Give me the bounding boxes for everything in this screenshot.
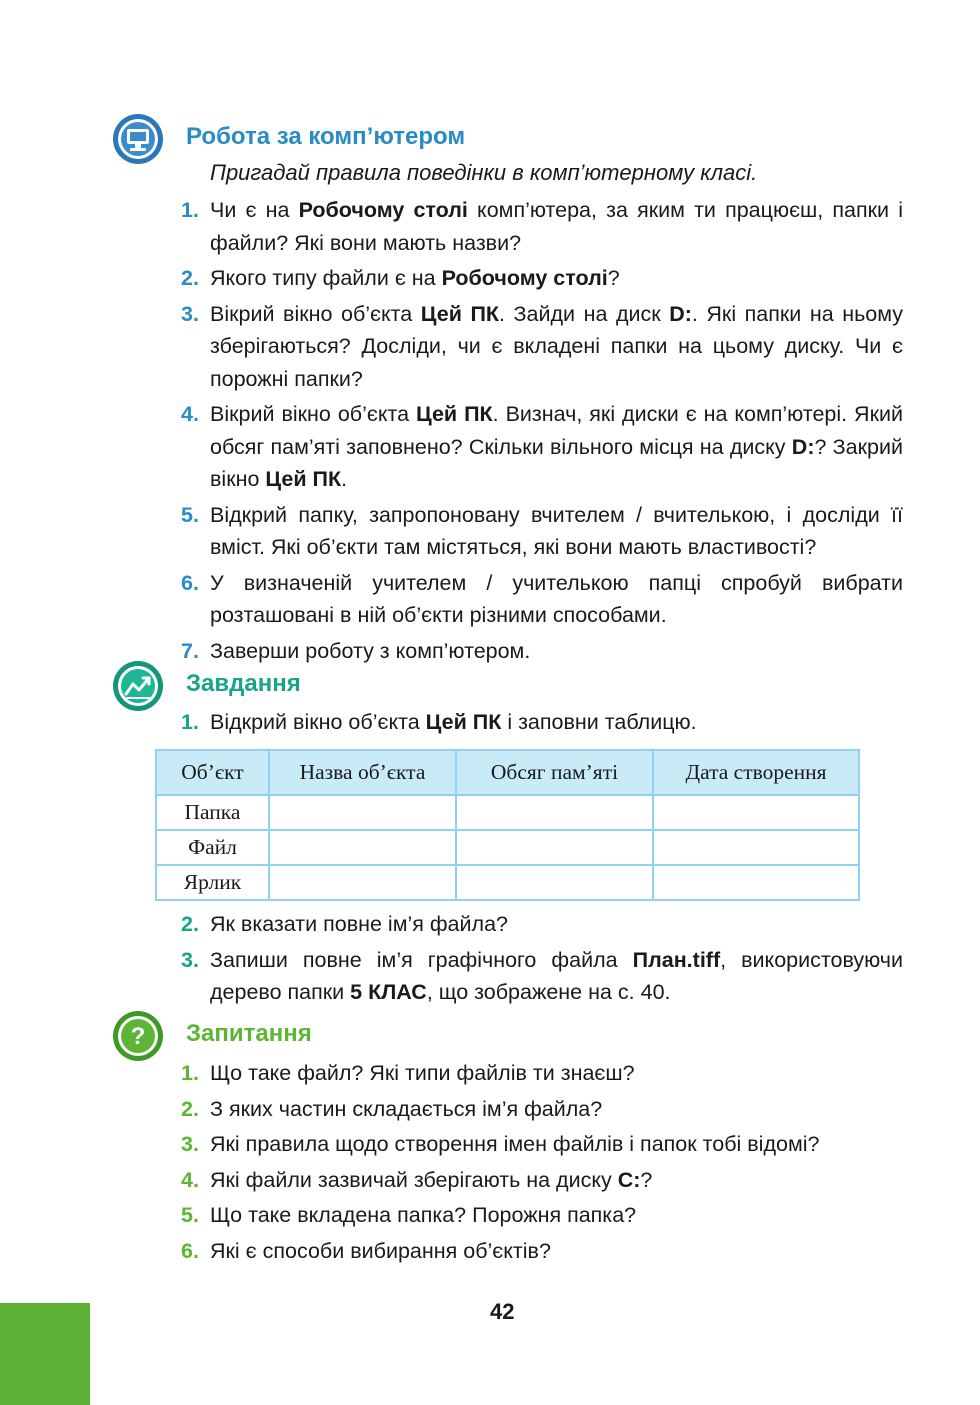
- text-segment: Які правила щодо створення імен файлів і папок тобі відомі?: [210, 1132, 820, 1156]
- item-text: [210, 398, 903, 496]
- text-segment: Як вказати повне ім’я файла?: [210, 912, 508, 936]
- item-number: 5.: [181, 502, 199, 527]
- text-segment: Вікрий вікно об’єкта: [210, 402, 416, 426]
- item-number: 3.: [181, 947, 199, 972]
- item-text: [210, 1093, 903, 1126]
- item-number: 6.: [181, 1238, 199, 1263]
- text-segment: Які файли зазвичай зберігають на диску: [210, 1167, 618, 1192]
- item-number: 1.: [181, 198, 199, 222]
- table-header-row: [156, 750, 859, 795]
- section-intro: Пригадай правила поведінки в комп’ютерному класі.: [210, 160, 758, 185]
- item-text: [210, 262, 903, 295]
- table-cell: [456, 865, 653, 900]
- item-text: [210, 567, 903, 632]
- table-cell: [653, 795, 859, 830]
- table-row: [156, 830, 859, 865]
- chart-growth-icon: [112, 660, 164, 712]
- list-item: [181, 262, 903, 295]
- task-list-tasks: [181, 908, 903, 1012]
- list-item: [181, 298, 903, 396]
- section-title-questions: Запитання: [186, 1020, 312, 1047]
- item-text: [210, 944, 903, 1009]
- text-segment: Заверши роботу з комп’ютером.: [210, 638, 531, 663]
- list-item: [181, 706, 903, 739]
- text-segment: ?: [640, 1167, 653, 1192]
- list-item: [181, 398, 903, 496]
- section-title-tasks: Завдання: [186, 670, 301, 697]
- item-number: 7.: [181, 638, 199, 663]
- text-segment: Вікрий вікно об’єкта: [210, 301, 421, 326]
- list-item: [181, 1128, 903, 1161]
- table-cell: Ярлик: [156, 865, 269, 900]
- bold-term: Робочому столі: [441, 266, 608, 290]
- list-item: [181, 1164, 903, 1197]
- text-segment: ? Закрий вікно: [210, 434, 904, 491]
- bold-term: Цей ПК: [265, 467, 342, 491]
- item-number: 6.: [181, 570, 199, 595]
- bold-term: D:: [669, 301, 692, 326]
- item-number: 4.: [181, 402, 199, 426]
- list-item: [181, 1093, 903, 1126]
- bold-term: План.tiff: [632, 947, 721, 972]
- list-item: [181, 1199, 903, 1232]
- task-list-computer-work: [181, 194, 903, 670]
- item-number: 3.: [181, 301, 199, 326]
- item-text: [210, 1199, 903, 1232]
- item-text: [210, 635, 903, 668]
- question-mark-icon: [112, 1010, 164, 1062]
- table-cell: [269, 795, 456, 830]
- text-segment: , що зображене на с. 40.: [426, 980, 671, 1004]
- list-item: [181, 567, 903, 632]
- text-segment: Відкрий вікно об’єкта: [210, 710, 426, 734]
- item-text: [210, 1164, 903, 1197]
- bold-term: Робочому столі: [298, 198, 468, 222]
- item-text: [210, 908, 903, 941]
- bold-term: C:: [617, 1167, 641, 1192]
- text-segment: , використовуючи дерево папки: [210, 947, 904, 1004]
- list-item: [181, 499, 903, 564]
- text-segment: Що таке файл? Які типи файлів ти знаєш?: [210, 1061, 635, 1085]
- text-segment: . Визнач, які диски є на комп’ютері. Який обсяг пам’яті заповнено? Скільки вільного місця на диску: [210, 402, 903, 459]
- bold-term: Цей ПК: [420, 301, 500, 326]
- table-cell: Файл: [156, 830, 269, 865]
- list-item: [181, 944, 903, 1009]
- text-segment: . Зайди на диск: [499, 301, 670, 326]
- table-row: [156, 795, 859, 830]
- bold-term: 5 КЛАС: [350, 980, 427, 1004]
- table-cell: Папка: [156, 795, 269, 830]
- svg-text:?: ?: [130, 1023, 146, 1050]
- table-cell: [269, 865, 456, 900]
- text-segment: комп’ютера, за яким ти працюєш, папки і файли? Які вони мають назви?: [210, 198, 903, 255]
- table-header-cell: Дата створення: [653, 750, 859, 795]
- item-number: 2.: [181, 1096, 199, 1121]
- item-number: 1.: [181, 710, 199, 734]
- item-text: [210, 499, 903, 564]
- text-segment: Запиши повне ім’я графічного файла: [210, 947, 633, 972]
- item-text: [210, 706, 903, 739]
- text-segment: Відкрий папку, запропоновану вчителем / вчителькою, і досліди її вміст. Які об’єкти там містяться, які вони мають властивості?: [210, 502, 903, 559]
- item-number: 3.: [181, 1132, 199, 1156]
- item-number: 1.: [181, 1061, 199, 1085]
- table-cell: [269, 830, 456, 865]
- table-header-cell: Назва об’єкта: [269, 750, 456, 795]
- text-segment: Які є способи вибирання об’єктів?: [210, 1238, 551, 1263]
- text-segment: . Які папки на ньому зберігаються? Досліди, чи є вкладені папки на цьому диску. Чи є порожні папки?: [210, 301, 903, 391]
- list-item: [181, 194, 903, 259]
- item-number: 2.: [181, 266, 199, 290]
- computer-monitor-icon: [112, 113, 164, 165]
- page-corner-tab: [0, 1303, 90, 1405]
- item-number: 5.: [181, 1203, 199, 1227]
- item-text: [210, 1057, 903, 1090]
- list-item: [181, 635, 903, 668]
- item-text: [210, 194, 903, 259]
- list-item: [181, 908, 903, 941]
- item-text: [210, 1128, 903, 1161]
- table-cell: [653, 865, 859, 900]
- table-cell: [456, 795, 653, 830]
- table-row: [156, 865, 859, 900]
- list-item: [181, 1057, 903, 1090]
- text-segment: У визначеній учителем / учителькою папці спробуй вибрати розташовані в ній об’єкти різними способами.: [210, 570, 903, 627]
- table-cell: [456, 830, 653, 865]
- bold-term: Цей ПК: [425, 710, 502, 734]
- table-cell: [653, 830, 859, 865]
- item-text: [210, 298, 903, 396]
- text-segment: ?: [607, 266, 620, 290]
- bold-term: D:: [791, 434, 815, 459]
- item-number: 4.: [181, 1167, 199, 1192]
- item-number: 2.: [181, 912, 199, 936]
- page-number: 42: [490, 1299, 515, 1324]
- text-segment: і заповни таблицю.: [501, 710, 697, 734]
- text-segment: З яких частин складається ім’я файла?: [210, 1096, 603, 1121]
- table-header-cell: Об’єкт: [156, 750, 269, 795]
- item-text: [210, 1235, 903, 1268]
- text-segment: .: [341, 467, 348, 491]
- objects-table: [155, 749, 860, 901]
- text-segment: Якого типу файли є на: [210, 266, 442, 290]
- bold-term: Цей ПК: [416, 402, 493, 426]
- table-header-cell: Обсяг пам’яті: [456, 750, 653, 795]
- question-list: [181, 1057, 903, 1270]
- task-list-tasks-intro: [181, 706, 903, 742]
- text-segment: Що таке вкладена папка? Порожня папка?: [210, 1203, 637, 1227]
- text-segment: Чи є на: [210, 198, 299, 222]
- section-title-computer-work: Робота за комп’ютером: [186, 123, 466, 150]
- list-item: [181, 1235, 903, 1268]
